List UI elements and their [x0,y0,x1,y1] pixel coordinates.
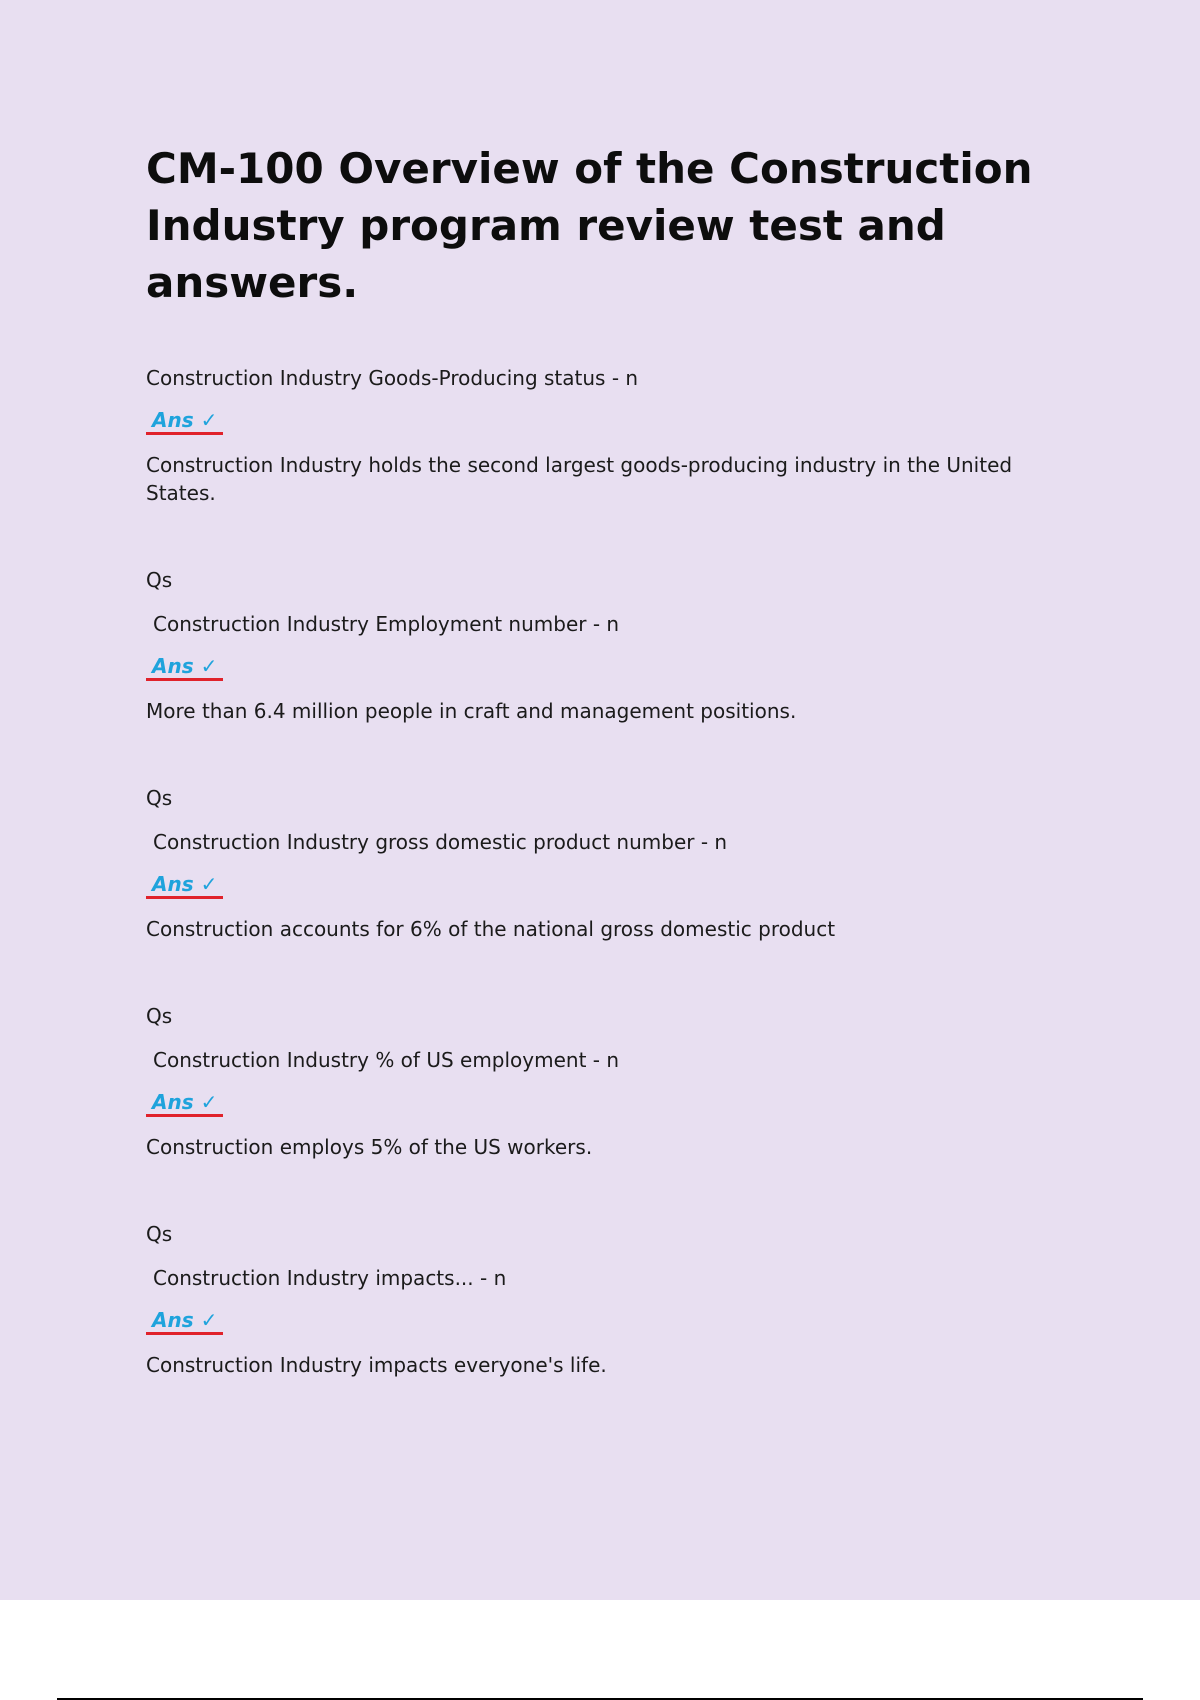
answer-label: Ans ✓ [146,409,223,435]
qa-item [146,786,1096,943]
answer-text: Construction accounts for 6% of the national gross domestic product [146,917,836,941]
qa-item [146,1004,1096,1161]
qa-item [146,1222,1096,1379]
answer-label: Ans ✓ [146,1309,223,1335]
answer-text: Construction Industry holds the second largest goods-producing industry in the United States. [146,453,1013,505]
answer-text: More than 6.4 million people in craft and management positions. [146,699,797,723]
qa-item [146,366,1096,507]
question-text: Construction Industry Goods-Producing status - n [146,366,639,390]
answer-label: Ans ✓ [146,873,223,899]
qs-label: Qs [146,568,173,592]
document-title: CM-100 Overview of the Construction Industry program review test and answers. [146,144,1033,307]
answer-label: Ans ✓ [146,655,223,681]
question-text: Construction Industry gross domestic product number - n [153,830,728,854]
document-body [146,140,1096,1440]
question-text: Construction Industry impacts... - n [153,1266,507,1290]
question-text: Construction Industry % of US employment - n [153,1048,620,1072]
qa-item [146,568,1096,725]
qs-label: Qs [146,1222,173,1246]
question-text: Construction Industry Employment number - n [153,612,620,636]
answer-label: Ans ✓ [146,1091,223,1117]
qs-label: Qs [146,786,173,810]
answer-text: Construction employs 5% of the US workers. [146,1135,593,1159]
qa-list [146,366,1096,1379]
answer-text: Construction Industry impacts everyone's life. [146,1353,607,1377]
qs-label: Qs [146,1004,173,1028]
